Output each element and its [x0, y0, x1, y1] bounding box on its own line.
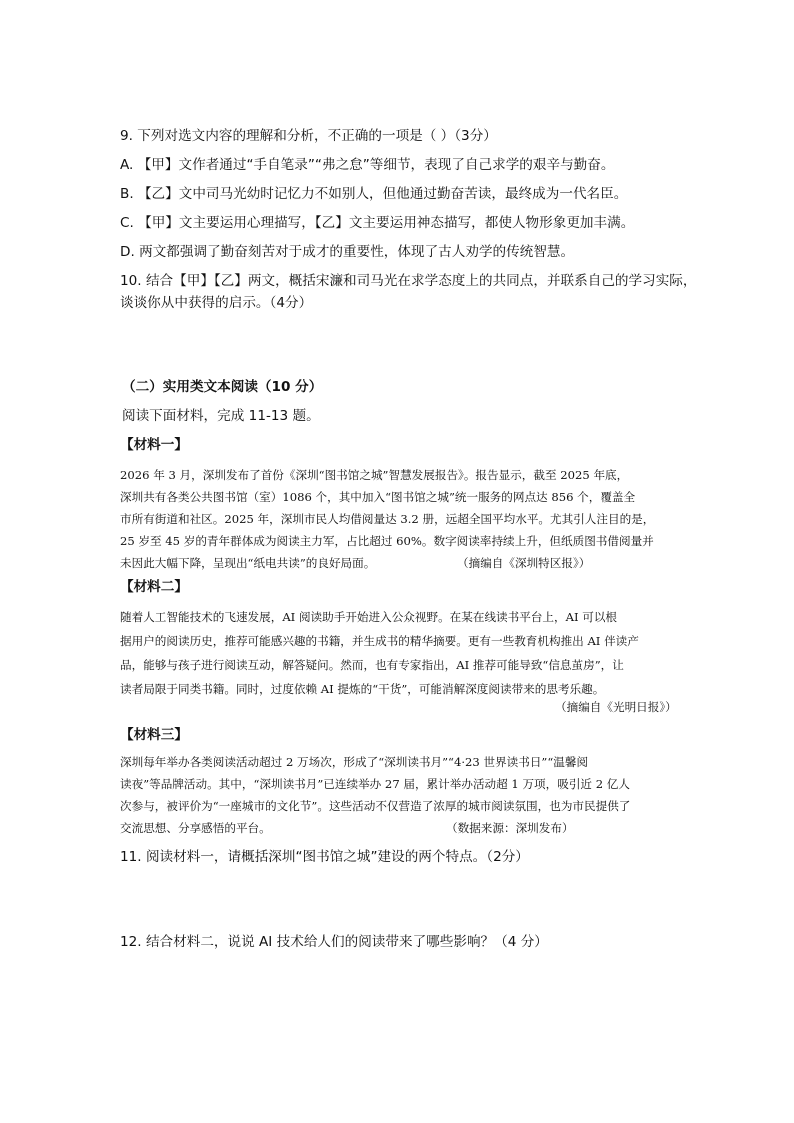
material-1-source: （摘编自《深圳特区报》） — [457, 556, 591, 570]
material-3-source: （数据来源：深圳发布） — [446, 821, 574, 835]
material-3-line-3: 次参与，被评价为“一座城市的文化节”。这些活动不仅营造了浓厚的城市阅读氛围，也为市民提供了 — [120, 799, 631, 813]
material-3-line-1: 深圳每年举办各类阅读活动超过 2 万场次，形成了“深圳读书月”“4·23 世界读书日”“温馨阅 — [120, 755, 589, 769]
material-2-line-1: 随着人工智能技术的飞速发展，AI 阅读助手开始进入公众视野。在某在线读书平台上，AI 可以根 — [120, 610, 618, 624]
material-3-label: 【材料三】 — [120, 727, 188, 743]
question-9-option-a: A. 【甲】文作者通过“手自笔录”“弗之怠”等细节，表现了自己求学的艰辛与勤奋。 — [120, 157, 615, 173]
material-2-line-3: 品，能够与孩子进行阅读互动，解答疑问。然而，也有专家指出，AI 推荐可能导致“信息茧房”，让 — [120, 658, 624, 672]
material-2-line-4: 读者局限于同类书籍。同时，过度依赖 AI 提炼的“干货”，可能消解深度阅读带来的思考乐趣。 — [120, 682, 605, 696]
question-9-option-c: C. 【甲】文主要运用心理描写，【乙】文主要运用神态描写，都使人物形象更加丰满。 — [120, 215, 635, 231]
material-1-line-3: 市所有街道和社区。2025 年，深圳市民人均借阅量达 3.2 册，远超全国平均水平。尤其引人注目的是， — [120, 512, 655, 526]
material-1-line-1: 2026 年 3 月，深圳发布了首份《深圳“图书馆之城”智慧发展报告》。报告显示，截至 2025 年底， — [120, 468, 629, 482]
question-9-option-d: D. 两文都强调了勤奋刻苦对于成才的重要性，体现了古人劝学的传统智慧。 — [120, 244, 575, 260]
material-3-line-4: 交流思想、分享感悟的平台。 — [120, 821, 271, 835]
material-1-line-2: 深圳共有各类公共图书馆（室）1086 个，其中加入“图书馆之城”统一服务的网点达 856 个，覆盖全 — [120, 490, 636, 504]
section-instruction: 阅读下面材料，完成 11-13 题。 — [122, 408, 320, 424]
material-2-source: （摘编自《光明日报》） — [555, 700, 677, 714]
section-title: （二）实用类文本阅读（10 分） — [122, 379, 323, 395]
material-1-line-5: 未因此大幅下降，呈现出“纸电共读”的良好局面。 — [120, 556, 376, 570]
material-2-label: 【材料二】 — [120, 579, 188, 595]
material-3-line-2: 读夜”等品牌活动。其中，“深圳读书月”已连续举办 27 届，累计举办活动超 1 万项，吸引近 2 亿人 — [120, 777, 630, 791]
material-1-line-4: 25 岁至 45 岁的青年群体成为阅读主力军，占比超过 60%。数字阅读率持续上升，但纸质图书借阅量并 — [120, 534, 654, 548]
question-9-stem: 9. 下列对选文内容的理解和分析，不正确的一项是（ ）（3分） — [120, 128, 497, 144]
question-9-option-b: B. 【乙】文中司马光幼时记忆力不如别人，但他通过勤奋苦读，最终成为一代名臣。 — [120, 186, 628, 202]
question-10-line-1: 10. 结合【甲】【乙】两文，概括宋濂和司马光在求学态度上的共同点，并联系自己的学习实际， — [120, 273, 697, 289]
question-12: 12. 结合材料二，说说 AI 技术给人们的阅读带来了哪些影响？（4 分） — [120, 934, 548, 950]
question-10-line-2: 谈谈你从中获得的启示。（4分） — [120, 295, 313, 311]
question-11: 11. 阅读材料一，请概括深圳“图书馆之城”建设的两个特点。（2分） — [120, 849, 529, 865]
material-2-line-2: 据用户的阅读历史，推荐可能感兴趣的书籍，并生成书的精华摘要。更有一些教育机构推出 AI 伴读产 — [120, 634, 639, 648]
material-1-label: 【材料一】 — [120, 437, 188, 453]
